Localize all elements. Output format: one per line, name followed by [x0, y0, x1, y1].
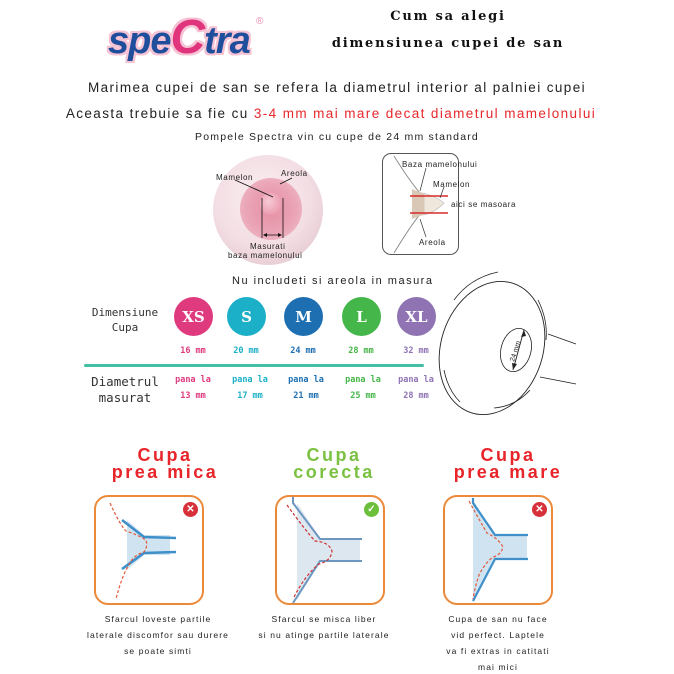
panel-desc-correct: Sfarcul se misca liber si nu atinge partile laterale — [258, 614, 390, 640]
label-measure-2: baza mamelonului — [228, 251, 303, 260]
up-to-l: pana la — [345, 375, 381, 385]
label-areola: Areola — [281, 169, 308, 178]
up-to-s: pana la — [232, 375, 268, 385]
breast-shield-funnel-drawing — [430, 260, 580, 430]
panel-desc-too-small: Sfarcul loveste partile laterale discomfor sau durere se poate simti — [87, 614, 229, 656]
up-to-xl: pana la — [398, 375, 434, 385]
label-side-areola: Areola — [419, 238, 446, 247]
up-to-xs: pana la — [175, 375, 211, 385]
intro-line-3: Pompele Spectra vin cu cupe de 24 mm standard — [195, 131, 479, 143]
label-side-nipple: Mamelon — [433, 180, 471, 189]
label-nipple: Mamelon — [216, 173, 254, 182]
panel-desc-too-large: Cupa de san nu face vid perfect. Laptele va fi extras in catitati mai mici — [446, 614, 550, 672]
label-measure-1: Masurati — [250, 242, 286, 251]
intro-line-1: Marimea cupei de san se refera la diametrul interior al palniei cupei — [87, 80, 587, 95]
label-cup-size-2: Cupa — [111, 321, 139, 334]
max-nipple-xl: 28 mm — [403, 391, 429, 401]
cup-size-xl: 32 mm — [403, 346, 429, 356]
intro-line-2: Aceasta trebuie sa fie cu 3-4 mm mai mare decat diametrul mamelonului — [65, 106, 597, 121]
spectra-logo — [106, 8, 266, 64]
correct-check-icon: ✓ — [364, 502, 379, 517]
label-measured-2: masurat — [98, 390, 152, 405]
label-nipple-base: Baza mamelonului — [402, 160, 478, 169]
incorrect-icon: ✕ — [183, 502, 198, 517]
max-nipple-xs: 13 mm — [180, 391, 206, 401]
panel-title-correct: Cupa corecta — [293, 445, 375, 482]
funnel-dimension-label: 24 mm — [509, 340, 523, 363]
size-badge-s: S — [227, 297, 266, 336]
page-title-line-1: Cum sa alegi — [390, 9, 506, 24]
cup-size-m: 24 mm — [290, 346, 316, 356]
size-badge-xs: XS — [174, 297, 213, 336]
intro-highlight: 3-4 mm mai mare decat diametrul mamelonului — [253, 106, 597, 121]
size-badge-xl: XL — [397, 297, 436, 336]
logo-wordmark: speCtra — [108, 11, 250, 64]
cup-size-s: 20 mm — [233, 346, 259, 356]
panel-title-too-large: Cupa prea mare — [453, 445, 563, 482]
max-nipple-s: 17 mm — [237, 391, 263, 401]
max-nipple-m: 21 mm — [293, 391, 319, 401]
up-to-m: pana la — [288, 375, 324, 385]
max-nipple-l: 25 mm — [350, 391, 376, 401]
size-badge-m: M — [284, 297, 323, 336]
panel-title-too-small: Cupa prea mica — [111, 445, 219, 482]
incorrect-icon: ✕ — [532, 502, 547, 517]
cup-size-xs: 16 mm — [180, 346, 206, 356]
size-badge-l: L — [342, 297, 381, 336]
registered-mark: ® — [256, 16, 264, 27]
label-cup-size-1: Dimensiune — [91, 306, 159, 319]
label-measured-1: Diametrul — [91, 374, 159, 389]
label-measured-here: aici se masoara — [451, 200, 517, 209]
cup-size-l: 28 mm — [348, 346, 374, 356]
divider-line — [84, 364, 424, 367]
page-title-line-2: dimensiunea cupei de san — [331, 36, 565, 51]
areola-note: Nu includeti si areola in masura — [232, 275, 434, 287]
